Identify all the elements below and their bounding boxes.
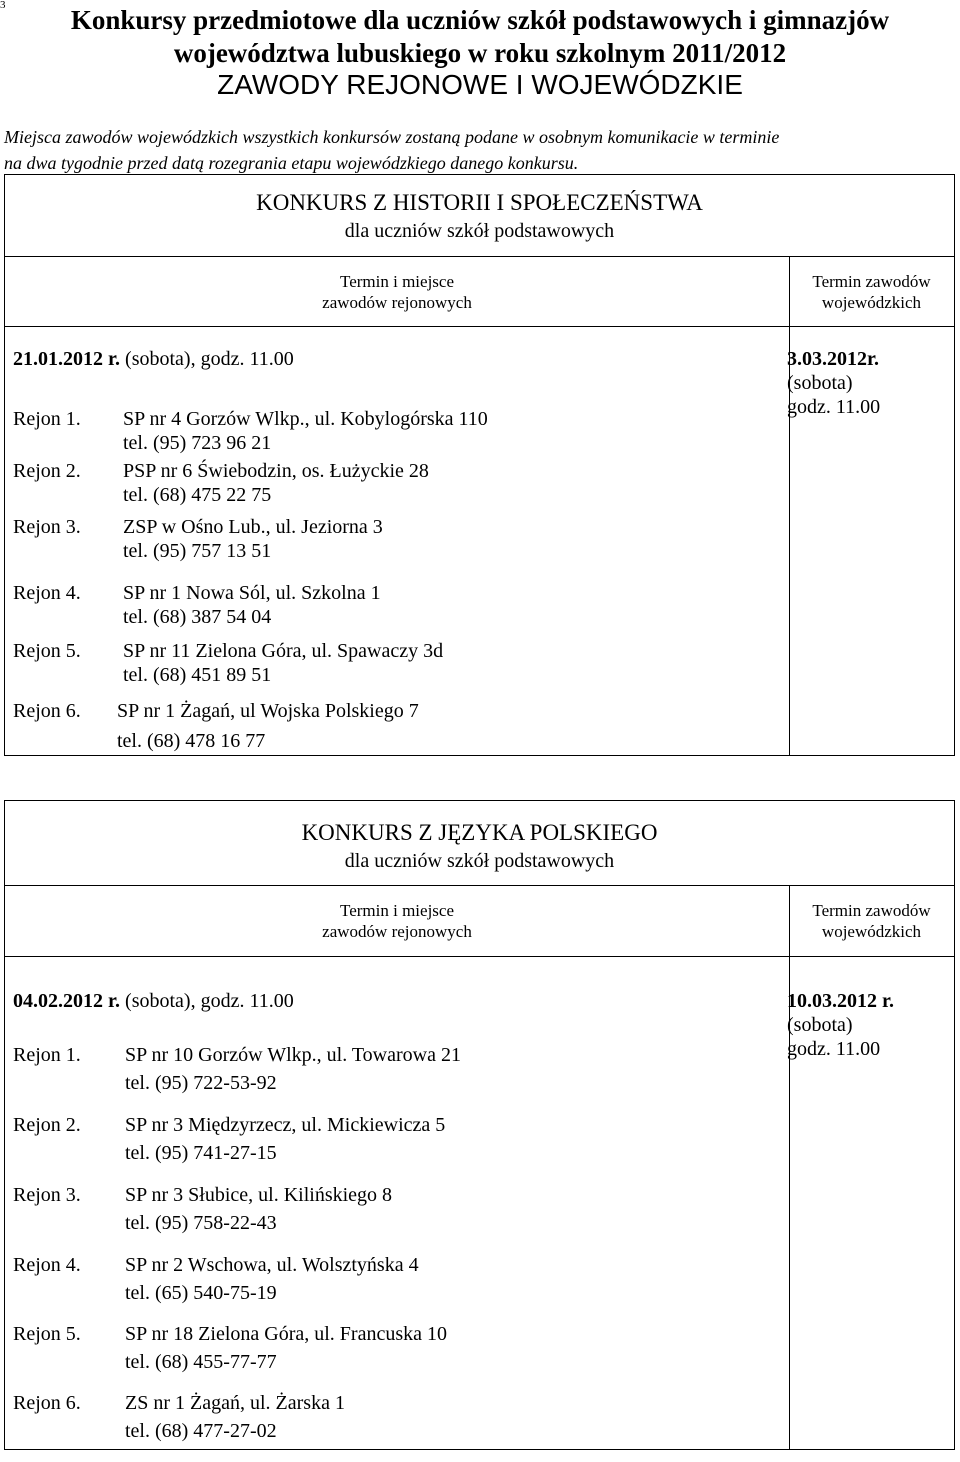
region-label: Rejon 2. <box>13 1114 81 1136</box>
column-header-voivodeship: Termin zawodów wojewódzkich <box>812 901 931 941</box>
region-phone: tel. (68) 451 89 51 <box>123 664 272 686</box>
region-venue: ZSP w Ośno Lub., ul. Jeziorna 3 <box>123 516 383 538</box>
region-phone: tel. (95) 723 96 21 <box>123 432 272 454</box>
column-header-voivodeship: Termin zawodów wojewódzkich <box>812 272 931 312</box>
page-title-line-1: Konkursy przedmiotowe dla uczniów szkół podstawowych i gimnazjów <box>70 5 890 35</box>
divider <box>5 326 954 327</box>
region-venue: SP nr 4 Gorzów Wlkp., ul. Kobylogórska 110 <box>123 408 488 430</box>
region-phone: tel. (95) 757 13 51 <box>123 540 272 562</box>
region-venue: PSP nr 6 Świebodzin, os. Łużyckie 28 <box>123 460 429 482</box>
section-subtitle: dla uczniów szkół podstawowych <box>344 850 615 872</box>
section-title: KONKURS Z HISTORII I SPOŁECZEŃSTWA <box>256 190 703 215</box>
column-header-regional: Termin i miejsce zawodów rejonowych <box>322 901 472 941</box>
region-phone: tel. (68) 477-27-02 <box>125 1420 277 1442</box>
page-title-line-2: województwa lubuskiego w roku szkolnym 2011/2012 <box>173 38 787 68</box>
region-label: Rejon 2. <box>13 460 81 482</box>
region-label: Rejon 1. <box>13 1044 81 1066</box>
region-label: Rejon 3. <box>13 1184 81 1206</box>
region-label: Rejon 5. <box>13 640 81 662</box>
divider <box>5 956 954 957</box>
contest-section-polish <box>4 800 955 1450</box>
final-date: 3.03.2012r. <box>787 348 880 370</box>
region-label: Rejon 3. <box>13 516 81 538</box>
region-phone: tel. (65) 540-75-19 <box>125 1282 277 1304</box>
info-note <box>4 124 954 176</box>
divider <box>5 885 954 886</box>
region-label: Rejon 6. <box>13 700 81 722</box>
region-venue: SP nr 1 Nowa Sól, ul. Szkolna 1 <box>123 582 381 604</box>
column-divider <box>789 256 790 756</box>
region-label: Rejon 6. <box>13 1392 81 1414</box>
section-subtitle: dla uczniów szkół podstawowych <box>344 220 615 242</box>
region-venue: SP nr 3 Międzyrzecz, ul. Mickiewicza 5 <box>125 1114 446 1136</box>
final-date-block <box>787 347 880 419</box>
region-label: Rejon 1. <box>13 408 81 430</box>
region-phone: tel. (95) 741-27-15 <box>125 1142 277 1164</box>
section-title: KONKURS Z JĘZYKA POLSKIEGO <box>301 820 658 845</box>
page-subtitle: ZAWODY REJONOWE I WOJEWÓDZKIE <box>217 69 743 100</box>
region-phone: tel. (68) 478 16 77 <box>117 730 266 752</box>
region-phone: tel. (95) 758-22-43 <box>125 1212 277 1234</box>
contest-section-history <box>4 174 955 756</box>
region-venue: SP nr 11 Zielona Góra, ul. Spawaczy 3d <box>123 640 444 662</box>
region-venue: SP nr 2 Wschowa, ul. Wolsztyńska 4 <box>125 1254 419 1276</box>
region-phone: tel. (68) 387 54 04 <box>123 606 272 628</box>
page-title <box>0 4 960 70</box>
region-phone: tel. (68) 455-77-77 <box>125 1351 277 1373</box>
column-divider <box>789 885 790 1450</box>
final-time: godz. 11.00 <box>787 1038 881 1060</box>
page-corner-mark: 3 <box>0 0 6 11</box>
final-date-block <box>787 989 894 1061</box>
info-note-line-2: na dwa tygodnie przed datą rozegrania etapu wojewódzkiego danego konkursu. <box>4 153 579 173</box>
final-day: (sobota) <box>787 372 853 394</box>
region-venue: SP nr 18 Zielona Góra, ul. Francuska 10 <box>125 1323 447 1345</box>
region-venue: SP nr 10 Gorzów Wlkp., ul. Towarowa 21 <box>125 1044 461 1066</box>
region-venue: ZS nr 1 Żagań, ul. Żarska 1 <box>125 1392 345 1414</box>
column-header-regional: Termin i miejsce zawodów rejonowych <box>322 272 472 312</box>
final-date: 10.03.2012 r. <box>787 990 895 1012</box>
region-venue: SP nr 1 Żagań, ul Wojska Polskiego 7 <box>117 700 419 722</box>
divider <box>5 256 954 257</box>
region-venue: SP nr 3 Słubice, ul. Kilińskiego 8 <box>125 1184 393 1206</box>
regional-date: 04.02.2012 r. (sobota), godz. 11.00 <box>13 990 294 1012</box>
region-label: Rejon 4. <box>13 1254 81 1276</box>
info-note-line-1: Miejsca zawodów wojewódzkich wszystkich konkursów zostaną podane w osobnym komunikacie w terminie <box>4 127 780 147</box>
regional-date: 21.01.2012 r. (sobota), godz. 11.00 <box>13 348 294 370</box>
final-time: godz. 11.00 <box>787 396 881 418</box>
region-phone: tel. (95) 722-53-92 <box>125 1072 277 1094</box>
region-label: Rejon 5. <box>13 1323 81 1345</box>
region-phone: tel. (68) 475 22 75 <box>123 484 272 506</box>
final-day: (sobota) <box>787 1014 853 1036</box>
region-label: Rejon 4. <box>13 582 81 604</box>
